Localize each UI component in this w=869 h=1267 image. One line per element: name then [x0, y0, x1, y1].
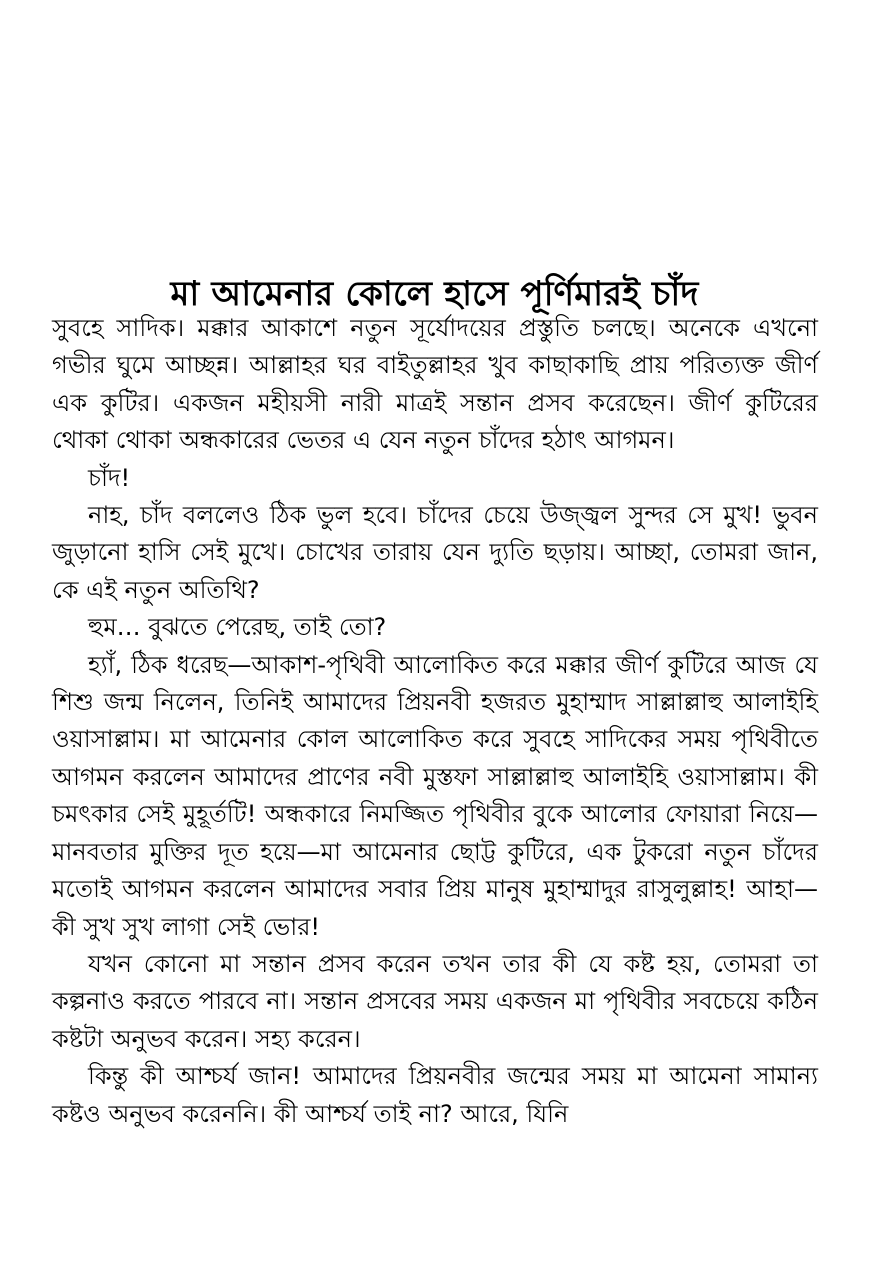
paragraph-6: যখন কোনো মা সন্তান প্রসব করেন তখন তার কী যে কষ্ট হয়, তোমরা তা কল্পনাও করতে পারবে না। সন্তান প্রসবের সময় একজন মা পৃথিবীর সবচেয়ে কঠিন কষ্টটা অনুভব করেন। সহ্য করেন। — [52, 949, 818, 1053]
chapter-title: মা আমেনার কোলে হাসে পূর্ণিমারই চাঁদ — [170, 273, 699, 314]
chapter-body — [52, 310, 818, 1133]
paragraph-7: কিন্তু কী আশ্চর্য জান! আমাদের প্রিয়নবীর জন্মের সময় মা আমেনা সামান্য কষ্টও অনুভব করেননি। কী আশ্চর্য তাই না? আরে, যিনি — [52, 1062, 818, 1128]
paragraph-4: হুম… বুঝতে পেরেছ, তাই তো? — [88, 613, 387, 642]
paragraph-2: চাঁদ! — [88, 463, 131, 492]
paragraph-5: হ্যাঁ, ঠিক ধরেছ—আকাশ-পৃথিবী আলোকিত করে মক্কার জীর্ণ কুটিরে আজ যে শিশু জন্ম নিলেন, তিনিই আমাদের প্রিয়নবী হজরত মুহাম্মাদ সাল্লাল্লাহু আলাইহি ওয়াসাল্লাম। মা আমেনার কোল আলোকিত করে সুবহে সাদিকের সময় পৃথিবীতে আগমন করলেন আমাদের প্রাণের নবী মুস্তফা সাল্লাল্লাহু আলাইহি ওয়াসাল্লাম। কী চমৎকার সেই মুহূর্তটি! অন্ধকারে নিমজ্জিত পৃথিবীর বুকে আলোর ফোয়ারা নিয়ে—মানবতার মুক্তির দূত হয়ে—মা আমেনার ছোট্ট কুটিরে, এক টুকরো নতুন চাঁদের মতোই আগমন করলেন আমাদের সবার প্রিয় মানুষ মুহাম্মাদুর রাসুলুল্লাহ! আহা—কী সুখ সুখ লাগা সেই ভোর! — [52, 650, 818, 941]
paragraph-1: সুবহে সাদিক। মক্কার আকাশে নতুন সূর্যোদয়ের প্রস্তুতি চলছে। অনেকে এখনো গভীর ঘুমে আচ্ছন্ন। আল্লাহর ঘর বাইতুল্লাহর খুব কাছাকাছি প্রায় পরিত্যক্ত জীর্ণ এক কুটির। একজন মহীয়সী নারী মাত্রই সন্তান প্রসব করেছেন। জীর্ণ কুটিরের থোকা থোকা অন্ধকারের ভেতর এ যেন নতুন চাঁদের হঠাৎ আগমন। — [52, 314, 818, 455]
paragraph-3: নাহ, চাঁদ বললেও ঠিক ভুল হবে। চাঁদের চেয়ে উজ্জ্বল সুন্দর সে মুখ! ভুবন জুড়ানো হাসি সেই মুখে। চোখের তারায় যেন দ্যুতি ছড়ায়। আচ্ছা, তোমরা জান, কে এই নতুন অতিথি? — [52, 501, 818, 604]
